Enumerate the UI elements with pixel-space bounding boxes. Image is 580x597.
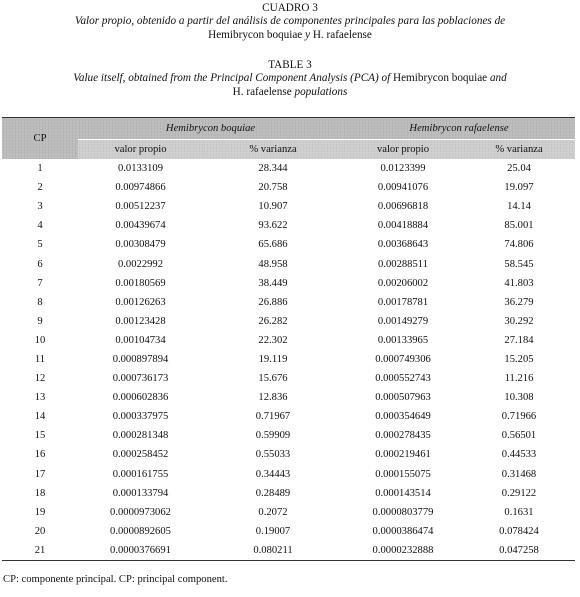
cp-header: CP [2,118,78,160]
cell-varianza-boquiae: 20.758 [258,182,288,194]
cell-valor-boquiae: 0.000133794 [112,487,169,499]
cell-valor-rafaelense: 0.000354649 [375,411,431,423]
table-row [2,484,575,503]
species-name: Hemibrycon boquiae [208,28,303,41]
cell-cp: 6 [37,258,43,270]
cell-valor-boquiae: 0.0000376691 [78,541,203,561]
cell-cp: 17 [34,468,46,480]
cell-valor-boquiae: 0.00512237 [115,201,166,213]
cell-valor-rafaelense: 0.000507963 [375,392,431,404]
col-header-varianza: % varianza [203,140,343,160]
cell-valor-boquiae: 0.00126263 [115,296,166,308]
cell-cp: 2 [37,182,43,194]
table-row [2,254,575,273]
table-row [2,503,575,522]
cell-varianza-boquiae: 22.302 [258,334,288,346]
cell-varianza-boquiae: 48.958 [258,258,288,270]
cell-varianza-rafaelense: 0.71966 [501,411,537,423]
cell-valor-rafaelense: 0.00149279 [377,315,429,327]
cell-varianza-boquiae: 0.59909 [255,430,291,442]
table-row [2,274,575,293]
cell-valor-boquiae: 0.0022992 [117,258,164,270]
cell-valor-rafaelense: 0.0000803779 [372,506,434,518]
species-name: H. rafaelense [232,85,292,98]
table-row [2,465,575,484]
cell-varianza-boquiae: 0.28489 [255,487,291,499]
cell-valor-boquiae: 0.00104734 [115,334,166,346]
caption-label-english: TABLE 3 [268,59,312,71]
cell-valor-rafaelense: 0.0000386474 [372,525,434,537]
cell-valor-rafaelense: 0.000552743 [375,373,431,385]
cell-cp: 4 [37,220,43,232]
cell-cp: 1 [37,163,43,175]
table-row [2,159,575,178]
caption-connector: y [302,28,313,41]
cell-valor-rafaelense: 0.00133965 [377,334,429,346]
cell-varianza-rafaelense: 36.279 [504,296,534,308]
footnote: CP: componente principal. CP: principal component. [3,574,228,585]
cell-valor-boquiae: 0.000897894 [112,353,169,365]
cell-varianza-rafaelense: 10.308 [504,392,534,404]
cell-varianza-boquiae: 19.119 [258,353,288,365]
cell-cp: 7 [37,277,43,289]
cell-cp: 9 [37,315,43,327]
caption-text: populations [291,85,348,98]
cell-varianza-boquiae: 93.622 [258,220,288,232]
caption-english [0,59,580,99]
table-row [2,426,575,445]
cell-valor-boquiae: 0.0000892605 [110,525,171,537]
col-header-varianza: % varianza [463,140,575,160]
cell-cp: 13 [34,392,46,404]
caption-text-english [0,72,580,85]
cell-varianza-boquiae: 0.080211 [203,541,343,561]
cell-valor-rafaelense: 0.00941076 [377,182,429,194]
cell-cp: 15 [34,430,46,442]
caption-label-spanish: CUADRO 3 [262,2,318,14]
cell-varianza-boquiae: 0.2072 [258,506,288,518]
cell-cp: 12 [34,373,46,385]
cell-varianza-boquiae: 38.449 [258,277,288,289]
cell-varianza-boquiae: 0.34443 [255,468,291,480]
caption-text: Value itself, obtained from the Principal Component Analysis (PCA) of [73,72,391,85]
cell-valor-boquiae: 0.000337975 [112,411,169,423]
cell-varianza-rafaelense: 0.29122 [501,487,537,499]
cell-valor-boquiae: 0.000161755 [112,468,169,480]
cell-valor-boquiae: 0.00439674 [115,220,166,232]
table-row [2,350,575,369]
cell-varianza-boquiae: 10.907 [258,201,288,213]
col-header-valor-propio: valor propio [78,140,203,160]
table-row [2,445,575,464]
cell-valor-boquiae: 0.0000973062 [110,506,171,518]
table-row [2,541,575,561]
cell-valor-rafaelense: 0.000155075 [375,468,431,480]
cell-valor-rafaelense: 0.00178781 [377,296,429,308]
table-row [2,312,575,331]
table-subheader-row [2,140,575,160]
cell-varianza-rafaelense: 0.56501 [501,430,537,442]
cell-valor-boquiae: 0.000736173 [112,373,169,385]
cell-varianza-rafaelense: 0.047258 [463,541,575,561]
table-row [2,216,575,235]
cell-cp: 14 [34,411,46,423]
cell-varianza-rafaelense: 41.803 [504,277,534,289]
table-header-row [2,118,575,140]
cell-valor-rafaelense: 0.0000232888 [343,541,463,561]
table-row [2,197,575,216]
cell-varianza-boquiae: 0.19007 [255,525,291,537]
cell-valor-rafaelense: 0.000749306 [375,353,431,365]
cell-valor-boquiae: 0.000258452 [112,449,169,461]
group-header-rafaelense: Hemibrycon rafaelense [343,118,575,140]
cell-cp: 10 [34,334,46,346]
species-name: Hemibrycon boquiae [390,72,488,85]
cell-valor-boquiae: 0.0133109 [117,163,164,175]
cell-valor-boquiae: 0.000602836 [112,392,169,404]
table-row [2,369,575,388]
cell-cp: 18 [34,487,46,499]
cell-varianza-boquiae: 65.686 [258,239,288,251]
cell-valor-rafaelense: 0.000219461 [375,449,431,461]
cell-cp: 16 [34,449,46,461]
cell-cp: 8 [37,296,43,308]
cell-varianza-rafaelense: 15.205 [504,353,534,365]
cell-valor-rafaelense: 0.00288511 [378,258,428,270]
group-header-boquiae: Hemibrycon boquiae [78,118,343,140]
cell-varianza-rafaelense: 14.14 [507,201,531,213]
species-name: H. rafaelense [312,28,372,41]
table-row [2,407,575,426]
cell-cp: 11 [34,353,46,365]
table-row [2,178,575,197]
cell-cp: 20 [34,525,46,537]
cell-valor-boquiae: 0.00308479 [115,239,166,251]
cell-varianza-boquiae: 26.282 [258,315,288,327]
cell-valor-boquiae: 0.000281348 [112,430,169,442]
cell-varianza-rafaelense: 30.292 [504,315,534,327]
cell-varianza-boquiae: 12.836 [258,392,288,404]
cell-varianza-boquiae: 0.55033 [255,449,291,461]
cell-cp: 21 [2,541,78,561]
cell-varianza-rafaelense: 19.097 [504,182,534,194]
cell-varianza-rafaelense: 11.216 [504,373,534,385]
caption-spanish [0,2,580,42]
cell-varianza-rafaelense: 0.44533 [501,449,537,461]
col-header-valor-propio: valor propio [343,140,463,160]
cell-varianza-rafaelense: 85.001 [504,220,534,232]
table-row [2,388,575,407]
eigenvalue-table [2,117,575,561]
cell-varianza-rafaelense: 0.1631 [504,506,534,518]
cell-varianza-rafaelense: 0.078424 [499,525,539,537]
cell-cp: 19 [34,506,46,518]
cell-varianza-rafaelense: 27.184 [504,334,534,346]
cell-varianza-boquiae: 26.886 [258,296,288,308]
table-row [2,293,575,312]
caption-species-line-spanish [0,29,580,42]
cell-valor-rafaelense: 0.00418884 [377,220,429,232]
cell-valor-rafaelense: 0.00206002 [377,277,429,289]
cell-valor-boquiae: 0.00123428 [115,315,166,327]
cell-varianza-rafaelense: 58.545 [504,258,534,270]
cell-varianza-rafaelense: 74.806 [504,239,534,251]
cell-valor-rafaelense: 0.00696818 [377,201,429,213]
cell-valor-boquiae: 0.00180569 [115,277,166,289]
cell-valor-boquiae: 0.00974866 [115,182,166,194]
table-body [2,159,575,560]
table-row [2,235,575,254]
cell-varianza-boquiae: 28.344 [258,163,288,175]
caption-text-spanish: Valor propio, obtenido a partir del análisis de componentes principales para las poblaciones de [74,15,506,28]
cell-varianza-rafaelense: 0.31468 [501,468,537,480]
table-row [2,331,575,350]
cell-cp: 3 [37,201,43,213]
cell-varianza-rafaelense: 25.04 [507,163,531,175]
cell-valor-rafaelense: 0.000278435 [375,430,431,442]
cell-varianza-boquiae: 0.71967 [255,411,291,423]
cell-varianza-boquiae: 15.676 [258,373,288,385]
caption-species-line-english [0,86,580,99]
cell-valor-rafaelense: 0.000143514 [375,487,431,499]
table-row [2,522,575,541]
cell-valor-rafaelense: 0.00368643 [377,239,429,251]
caption-text: and [487,72,507,85]
cell-cp: 5 [37,239,43,251]
cell-valor-rafaelense: 0.0123399 [380,163,426,175]
